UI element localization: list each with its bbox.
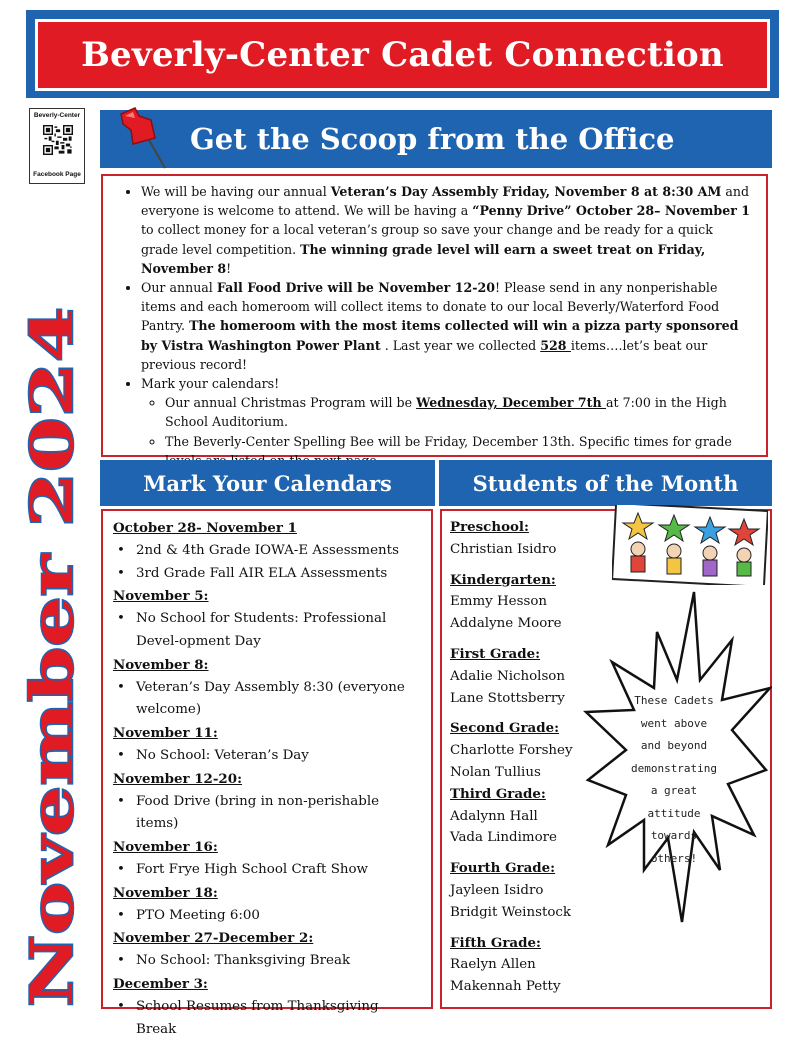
student-name: Makennah Petty xyxy=(450,979,561,995)
calendar-event: • No School: Thanksgiving Break xyxy=(113,950,421,973)
text-run: The homeroom with the most items collected will win a pizza party sponsored by Vistra Washington Power Plant xyxy=(141,318,739,353)
student-name: Lane Stottsberry xyxy=(450,690,565,706)
text-run: The winning grade level will earn a sweet treat on Friday, November 8 xyxy=(141,241,706,276)
burst-line: went above xyxy=(640,716,708,730)
calendar-date: November 16: xyxy=(113,839,218,856)
news-subitem-list xyxy=(141,393,750,470)
office-banner xyxy=(100,110,772,168)
text-run: Our annual Christmas Program will be xyxy=(165,395,417,411)
calendar-event: • School Resumes from Thanksgiving Break xyxy=(113,996,421,1041)
newsletter-title: Beverly-Center Cadet Connection xyxy=(81,35,724,75)
student-name: Raelyn Allen xyxy=(450,957,536,973)
calendar-date: November 8: xyxy=(113,656,209,673)
student-name: Emmy Hesson xyxy=(450,594,548,610)
student-name: Vada Lindimore xyxy=(450,830,557,846)
text-run: “Penny Drive” October 28– November 1 xyxy=(472,203,750,219)
burst-line: and beyond xyxy=(640,739,708,752)
qr-bottom-label: Facebook Page xyxy=(33,171,81,178)
pushpin-icon xyxy=(113,104,173,174)
burst-line: These Cadets xyxy=(634,694,714,707)
student-name: Jayleen Isidro xyxy=(450,882,544,898)
calendar-title: Mark Your Calendars xyxy=(143,470,392,496)
calendar-event: • Veteran’s Day Assembly 8:30 (everyone welcome) xyxy=(113,677,421,723)
office-news-list xyxy=(113,182,750,470)
text-run: Mark your calendars! xyxy=(141,376,280,392)
text-run: Wednesday, December 7th xyxy=(416,395,607,411)
student-name: Adalynn Hall xyxy=(450,808,538,824)
text-run: and everyone is welcome to attend. We will be having a xyxy=(141,184,750,219)
month-vertical-label xyxy=(12,295,92,1017)
grade-title: Fifth Grade: xyxy=(450,934,541,951)
text-run: ! xyxy=(226,260,232,276)
text-run: to collect money for a local veteran’s group so save your change and be ready for a quick grade level competition. xyxy=(141,222,713,257)
calendar-date: October 28- November 1 xyxy=(113,520,297,536)
grade-group xyxy=(450,933,762,998)
burst-caption xyxy=(614,690,734,870)
office-news-box xyxy=(101,174,768,457)
calendar-date: December 3: xyxy=(113,975,208,992)
calendar-date: November 11: xyxy=(113,725,218,742)
calendar-date: November 27-December 2: xyxy=(113,930,314,947)
calendar-event: • No School for Students: Professional Devel-opment Day xyxy=(113,608,421,654)
students-header xyxy=(439,460,772,506)
calendar-event: • Fort Frye High School Craft Show xyxy=(113,859,421,882)
text-run: The Beverly-Center Spelling Bee will be Friday, December 13th. Specific times for grade xyxy=(165,433,732,449)
news-item xyxy=(141,374,750,470)
text-run: We will be having our annual xyxy=(141,184,331,199)
grade-title: Kindergarten: xyxy=(450,571,556,588)
office-section-title: Get the Scoop from the Office xyxy=(190,122,675,156)
qr-code-icon xyxy=(43,125,73,155)
text-run: . Last year we collected xyxy=(380,337,541,353)
calendar-box xyxy=(101,509,433,1037)
burst-line: attitude xyxy=(647,806,701,820)
text-run: Veteran’s Day Assembly Friday, November 8 at 8:30 AM xyxy=(330,184,722,199)
calendar-date: November 5: xyxy=(113,588,209,605)
text-run: Fall Food Drive will be November 12-20 xyxy=(216,280,495,296)
calendar-event: • 2nd & 4th Grade IOWA-E Assessments xyxy=(113,540,421,563)
text-run: Our annual xyxy=(141,280,217,296)
grade-title: Third Grade: xyxy=(450,785,546,802)
students-title: Students of the Month xyxy=(472,470,739,496)
burst-line: demonstrating xyxy=(630,761,718,775)
student-name: Nolan Tullius xyxy=(450,764,541,780)
student-name: Adalie Nicholson xyxy=(450,668,565,684)
calendar-header xyxy=(100,460,435,506)
calendar-event: • No School: Veteran’s Day xyxy=(113,745,421,768)
masthead-banner xyxy=(35,19,770,91)
news-item xyxy=(141,278,750,374)
calendar-event: • PTO Meeting 6:00 xyxy=(113,905,421,928)
grade-title: First Grade: xyxy=(450,645,541,662)
burst-line: a great xyxy=(650,784,698,797)
student-name: Addalyne Moore xyxy=(450,616,562,632)
calendar-date: November 18: xyxy=(113,884,218,901)
student-name: Christian Isidro xyxy=(450,541,557,557)
student-name: Bridgit Weinstock xyxy=(450,904,572,920)
calendar-event: • 3rd Grade Fall AIR ELA Assessments xyxy=(113,563,421,586)
news-subitem xyxy=(165,393,750,431)
burst-line: others! xyxy=(650,851,698,865)
grade-title: Second Grade: xyxy=(450,720,560,737)
grade-title: Fourth Grade: xyxy=(450,860,556,877)
text-run: items….let’s beat our previous record! xyxy=(141,337,708,372)
month-year-text: November 2024 xyxy=(18,493,86,1007)
qr-top-label: Beverly-Center xyxy=(33,112,81,119)
news-item xyxy=(141,182,750,278)
burst-line: towards xyxy=(650,829,698,842)
text-run: 528 xyxy=(540,337,571,353)
facebook-qr-code[interactable] xyxy=(29,108,85,184)
student-name: Charlotte Forshey xyxy=(450,743,573,759)
calendar-event: • Food Drive (bring in non-perishable items) xyxy=(113,791,421,837)
text-run: ! Please send in any nonperishable items and each homeroom will collect items to donate to our local Beverly/Waterford Food Pantry. xyxy=(141,280,720,334)
calendar-date: November 12-20: xyxy=(113,770,243,787)
text-run: at 7:00 in the High School Auditorium. xyxy=(165,395,727,430)
grade-title: Preschool: xyxy=(450,519,529,535)
